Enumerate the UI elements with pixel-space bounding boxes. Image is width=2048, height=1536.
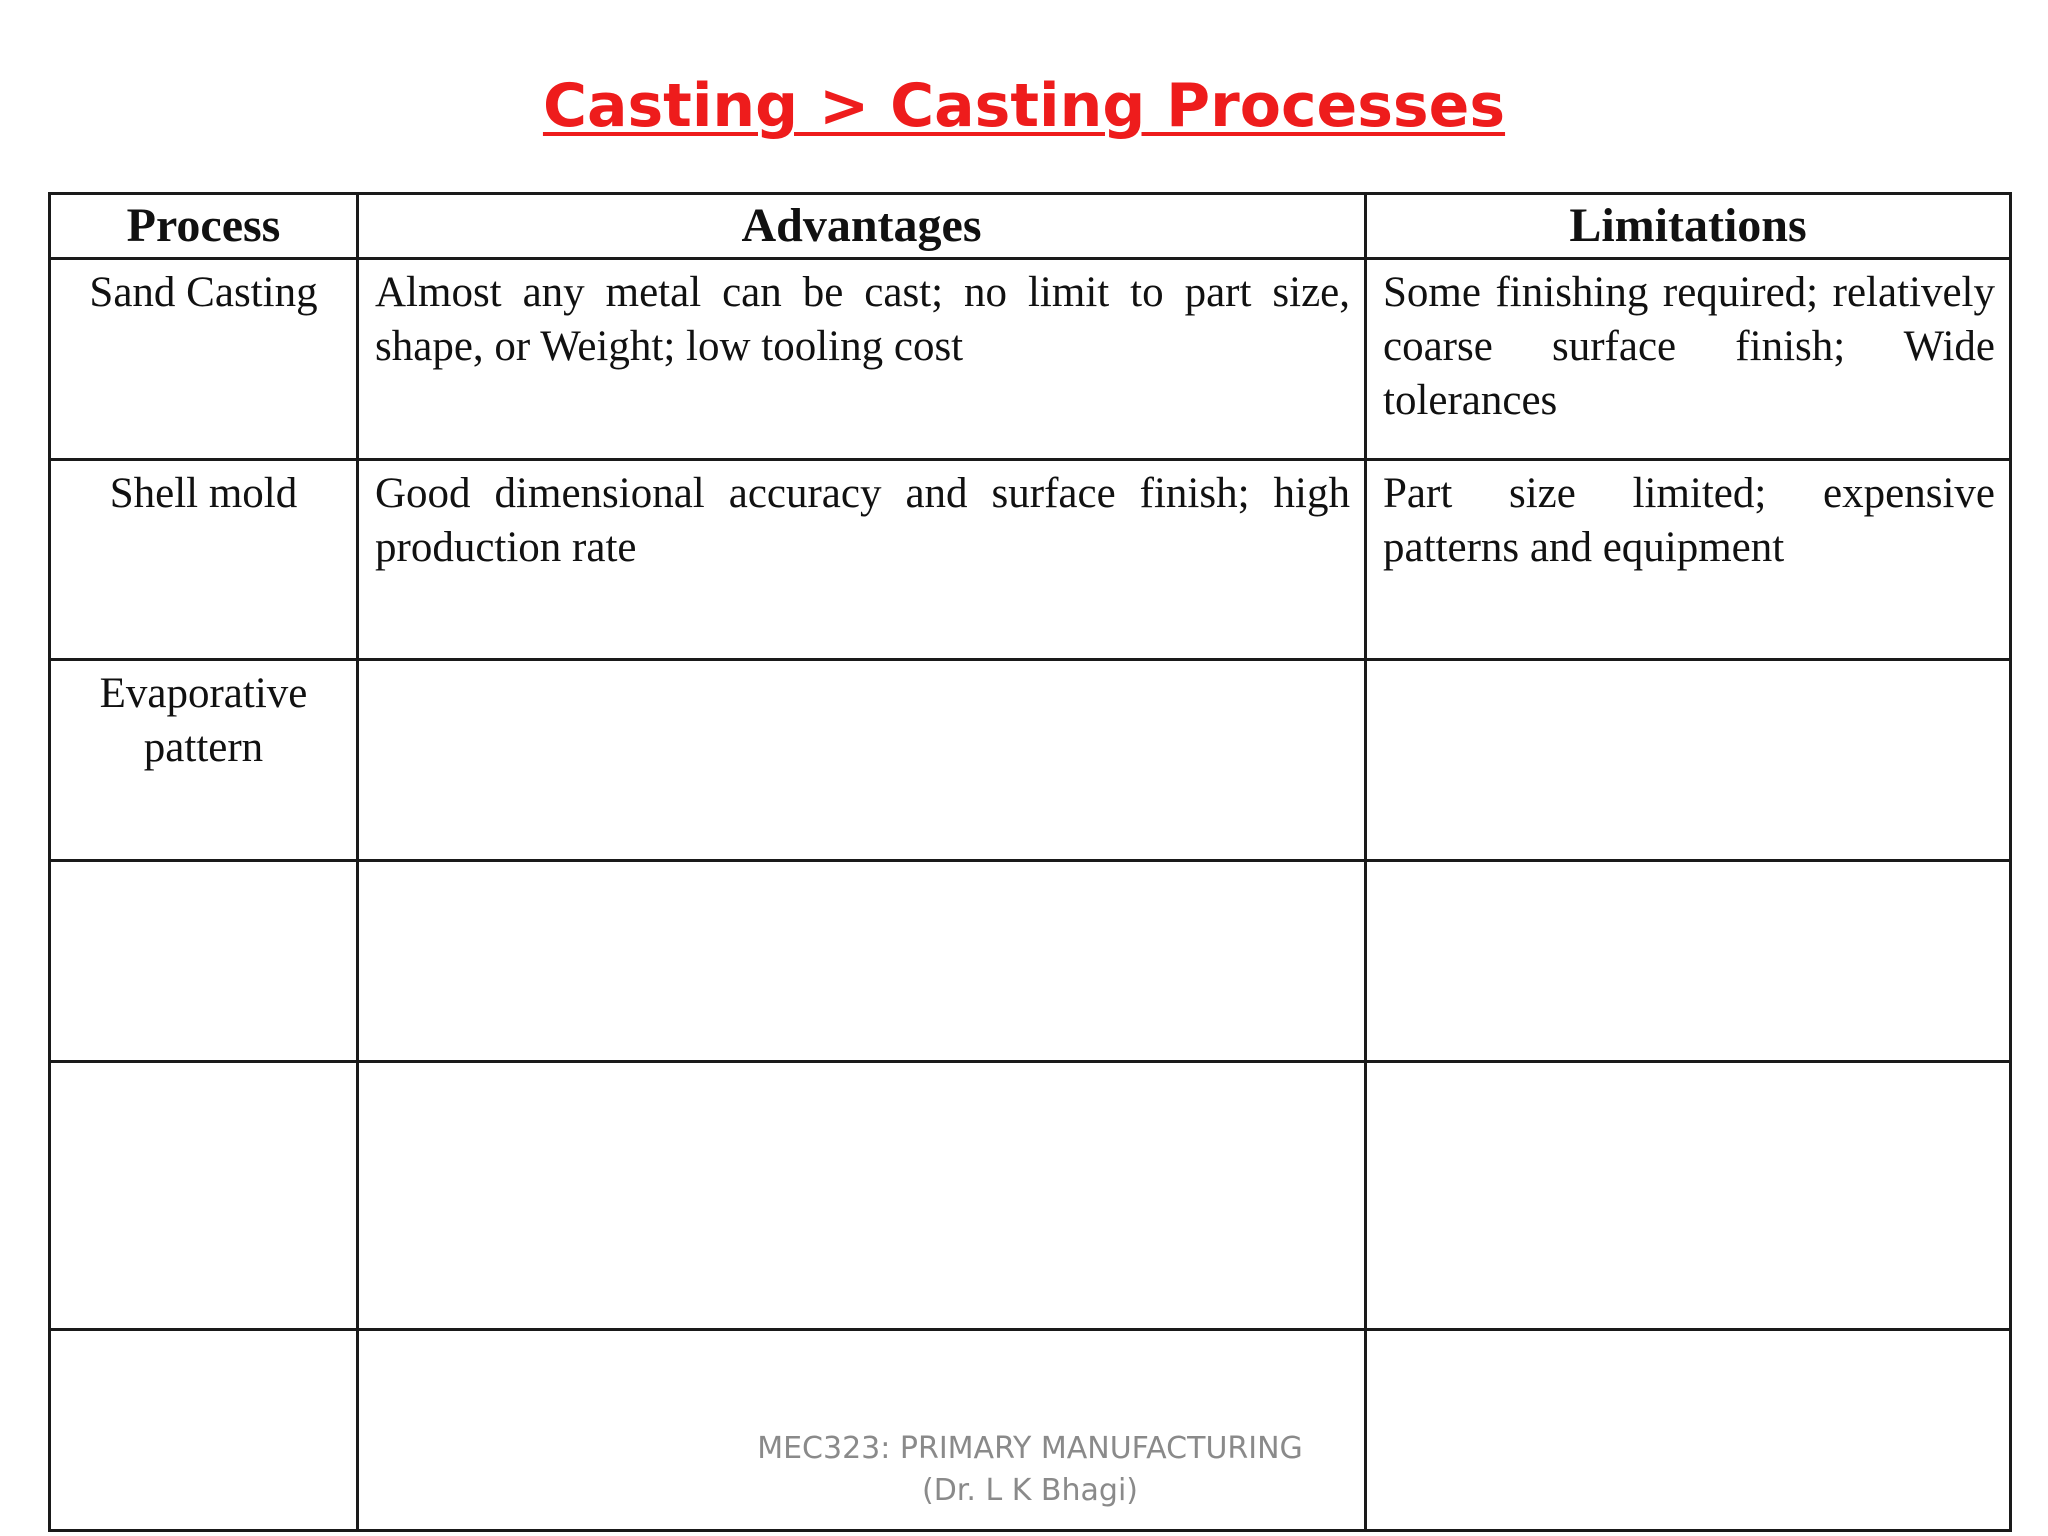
slide-title-text: Casting > Casting Processes bbox=[542, 71, 1506, 141]
cell-limitations bbox=[1366, 1330, 2011, 1531]
cell-advantages: Good dimensional accuracy and surface finish; high production rate bbox=[358, 459, 1366, 660]
table-row bbox=[50, 860, 2011, 1061]
cell-advantages bbox=[358, 660, 1366, 861]
cell-process bbox=[50, 1330, 358, 1531]
header-process: Process bbox=[50, 194, 358, 259]
cell-process: Sand Casting bbox=[50, 259, 358, 460]
cell-limitations bbox=[1366, 660, 2011, 861]
casting-processes-table bbox=[48, 192, 2012, 1532]
slide-title bbox=[0, 66, 2048, 146]
slide-footer bbox=[700, 1428, 1360, 1512]
table-row bbox=[50, 1061, 2011, 1330]
cell-advantages: Almost any metal can be cast; no limit to part size, shape, or Weight; low tooling cost bbox=[358, 259, 1366, 460]
cell-process bbox=[50, 1061, 358, 1330]
cell-limitations: Some finishing required; relatively coarse surface finish; Wide tolerances bbox=[1366, 259, 2011, 460]
footer-author: (Dr. L K Bhagi) bbox=[922, 1473, 1138, 1508]
cell-process: Shell mold bbox=[50, 459, 358, 660]
table-header-row bbox=[50, 194, 2011, 259]
cell-advantages bbox=[358, 1061, 1366, 1330]
cell-process: Evaporative pattern bbox=[50, 660, 358, 861]
cell-limitations bbox=[1366, 860, 2011, 1061]
cell-limitations: Part size limited; expensive patterns and equipment bbox=[1366, 459, 2011, 660]
cell-limitations bbox=[1366, 1061, 2011, 1330]
table-row bbox=[50, 459, 2011, 660]
header-limitations: Limitations bbox=[1366, 194, 2011, 259]
table-row bbox=[50, 660, 2011, 861]
footer-course: MEC323: PRIMARY MANUFACTURING bbox=[757, 1431, 1303, 1466]
cell-advantages bbox=[358, 860, 1366, 1061]
header-advantages: Advantages bbox=[358, 194, 1366, 259]
cell-process bbox=[50, 860, 358, 1061]
table-row bbox=[50, 259, 2011, 460]
